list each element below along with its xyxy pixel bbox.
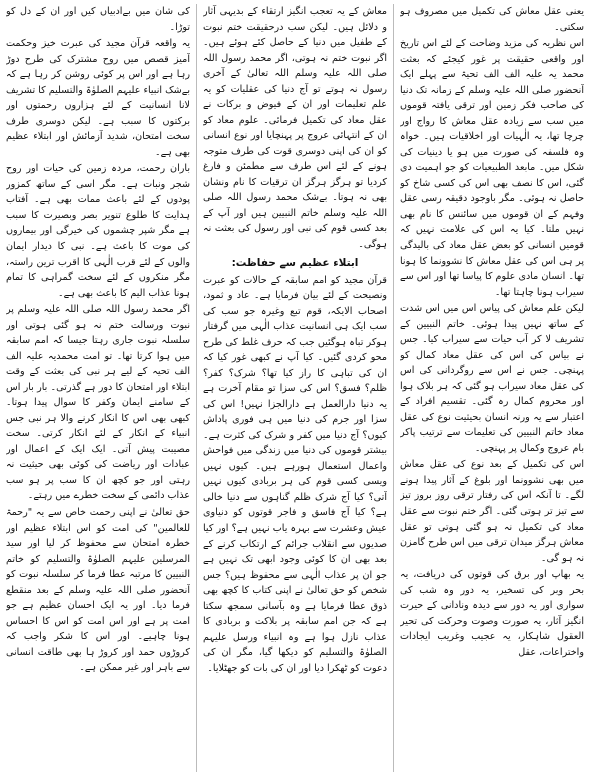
paragraph: کی شان میں بےادبیاں کیں اور ان کے دل کو توڑا۔ xyxy=(6,6,190,33)
column-left xyxy=(6,4,190,772)
paragraph: لیکن علم معاش کی پیاس اس میں اس شدت کے ساتھ نہیں پیدا ہوئی۔ خاتم النبیین کے تشریف لا کر آب حیات سے سیراب کیا۔ جس نے بیاس کی اس کی عقل معاد کمال کو پہنچی۔ جس نے اس سے روگردانی کی اس کی عقل معاد سیراب ہو گئی کہ ہر بلاک ہوا اور محروم کمال رہ گئی۔ تقسیم افراد کے اعتبار سے یہ ورنہ انسان بحیثیت نوع کی عقل معاد خاتم النبیین کی تعلیمات سے ترتیب پاکر بام عروج وکمال پر پہنچی۔ xyxy=(400,303,584,454)
column-right xyxy=(400,4,584,772)
paragraph: یہ واقعہ قرآن مجید کی عبرت خیز وحکمت آمیز قصص میں روح مشترک کی طرح دوڑ رہا ہے اور اس پر کوئی روشن کر رہا ہے کہ بےشک انبیاء علیہم الصلوٰۃ والتسلیم کا تشریف لانا انسانیت کے لئے ہزاروں رحمتوں اور برکتوں کا سبب ہے۔ لیکن دوسری طرف سخت امتحان، شدید آزمائش اور ابتلاء عظیم بھی ہے۔ xyxy=(6,38,190,158)
column-divider xyxy=(393,4,394,772)
column-middle xyxy=(203,4,387,772)
paragraph: یعنی عقل معاش کی تکمیل میں مصروف ہو سکتی۔ xyxy=(400,6,584,33)
paragraph: حق تعالیٰ نے اپنی رحمت خاص سے یہ "رحمۃ للعالمین" کی امت کو اس ابتلاء عظیم اور خطرہ امتحان سے محفوظ کر لیا اور سید المرسلین علیہم الصلوٰۃ والتسلیم کو خاتم النبیین کا مرتبہ عطا فرما کر سلسلہ نبوت کو آنحضور صلی اللہ علیہ وسلم کے بعد منقطع فرما دیا۔ اور یہ ایک احسان عظیم ہے جو امت پر ہے اور اس امت کو اس کا احساس ہونا چاہیے۔ اور اس کا شکر واجب کہ کروڑوں حمد اور کروڑ ہا بھی طاقت انسانی سے باہر اور غیر ممکن ہے۔ xyxy=(6,507,190,674)
paragraph: قرآن مجید کو امم سابقہ کے حالات کو عبرت ونصیحت کے لئے بیان فرمایا ہے۔ عاد و ثمود، اصحاب الایکہ، قوم تبع وغیرہ جو سب کی سب ایک ہی انسانیت عذاب الٰہی میں گرفتار ہوکر تباہ ہوگئیں جب کہ حرف غلط کی طرح محو کردی گئیں۔ کیا آپ نے کبھی غور کیا کہ ان کی تباہی کا راز کیا تھا؟ شرک؟ کفر؟ ظلم؟ فسق؟ اس کی سزا تو مقام آخرت ہے یہ دنیا دارالعمل ہے دارالجزا نہیں! اس کی سزا اور جرم کی دنیا میں ہی فوری پاداش کیوں؟ آج دنیا میں کفر و شرک کی کثرت ہے۔ بیشتر قوموں کی دنیا میں زندگی میں فواحش واعمال استعمال ہورہے ہیں۔ کیوں نہیں ویسی کسی قوم کی ہر بربادی کیوں نہیں آتی؟ کیا آج شرک ظلم گناہوں سے دنیا خالی ہے؟ کیا آج فاسق و فاجر قوتوں کو دنیاوی عیش وعشرت سے بہرہ یاب نہیں ہے؟ اور کیا صدیوں سے انقلاب جرائم کے ارتکاب کرنے کے بعد بھی ان کا کوئی وجود ابھی تک نہیں ہے جو ان پر عذاب الٰہی سے محفوظ ہیں؟ جس شخص کو حق تعالیٰ نے اپنی کتاب کا کچھ بھی ذوق عطا فرمایا ہے وہ بآسانی سمجھ سکتا ہے کہ جن امم سابقہ پر بلاکت و بربادی کا عذاب نازل ہوا ہے وہ انبیاء ورسل علیہم الصلوٰۃ والتسلیم کو دیکھا گیا، مگر ان کی دعوت کو ٹھکرا دیا اور ان کی بات کو جھٹلایا۔ xyxy=(203,274,387,674)
paragraph: باران رحمت، مردہ زمین کی حیات اور روح شجر ونبات ہے۔ مگر اسی کے ساتھ کمزور پودوں کے لئے باعث ممات بھی ہے۔ آفتاب ہدایت کا طلوع تنویر بصر وبصیرت کا سبب ہے مگر شپر چشموں کی خیرگی اور بیماروں کی موت کا باعث ہے۔ نبی کا دیدار ایمان والوں کے لئے قرب الٰہی کا اقرب ترین راستہ، مگر منکروں کے لئے سخت گمراہی کا تمام ہونا عذاب الیم کا باعث بھی ہے۔ xyxy=(6,163,190,299)
paragraph: اس نظریہ کی مزید وضاحت کے لئے اس تاریخ اور واقعی حقیقت پر غور کیجئے کہ بعثت محمد یہ علیہ الف الف تحیۃ سے پہلے ایک آنحضور صلی اللہ علیہ وسلم کے زمانہ تک دنیا کی صاحب فکر زمین اور ترقی یافتہ قوموں میں سب سے زیادہ عقل معاش کا رواج اور چرچا تھا، یہ الٰہیات اور اخلاقیات ہیں۔ خواہ وہ فلسفہ کی صورت میں ہو یا دینیات کی شکل میں۔ مابعد الطبیعیات کو جو اہمیت دی گئی، اس کا نصف بھی اس کی کسی شاخ کو حاصل نہ ہوئی۔ مگر باوجود دقیقہ رسی عقل وفہم کے ان قوموں میں سائنس کا نام بھی نہیں ملتا۔ کیا یہ اس کی علامت نہیں کہ قومیں انسانی کو بعض عقل معاد کی بالیدگی پر ہی اس کی عقل معاش کا نشوونما کا ہونا تھا۔ انسان مادی علوم کا پیاسا تھا اور اس سے سیراب ہونا چاہتا تھا۔ xyxy=(400,38,584,298)
paragraph: اس کی تکمیل کے بعد نوع کی عقل معاش میں بھی نشوونما اور بلوغ کے آثار پیدا ہونے لگے۔ تا آنکہ اس کی رفتار ترقی روز بروز تیز سے تیز تر ہوتی گئی۔ اگر ختم نبوت سے عقل معاد کی تکمیل نہ ہو گئی ہوتی تو عقل معاش ہرگز میدان ترقی میں اس طرح گامزن نہ ہو گی۔ xyxy=(400,459,584,564)
column-divider xyxy=(196,4,197,772)
paragraph: معاش کے یہ تعجب انگیز ارتقاء کے بدیہی آثار و دلائل ہیں۔ لیکن سب درحقیقت ختم نبوت کے طفیل میں دنیا کے حاصل کئے ہوئے ہیں۔ اگر نبوت ختم نہ ہوتی، اگر محمد رسول اللہ صلی اللہ علیہ وسلم اللہ تعالیٰ کے آخری رسول نہ ہوتے تو آج دنیا کی عقلیات کو یہ علم تعلیمات اور ان کے فیوض و برکات نے عقل معاد کی تکمیل فرمائی۔ علوم معاد کو ان کے انتہائی عروج پر پہنچایا اور نوع انسانی کو ان کی اپنی دوسری قوت کی طرف متوجہ ہونے کے لئے اس طرف سے مطمئن و فارغ کردیا تو ہرگز ہرگز ان ترقیات کا نام ونشان بھی نہ ہوتا۔ بےشک محمد رسول اللہ صلی اللہ علیہ وسلم خاتم النبیین ہیں اور آپ کے بعد کسی قوم کی نبی اور رسول کی بعثت نہ ہوگی۔ xyxy=(203,6,387,250)
paragraph: یہ بھاپ اور برق کی قوتوں کی دریافت، یہ بحر وبر کی تسخیر، یہ دور وہ شب کی سواری اور یہ دور سے دیدہ ونادانی کے حیرت انگیز آثار، یہ صورت وصوت وحرکت کی تحیر العقول شاہکار، یہ عجیب وغریب ایجادات واختراعات، عقل xyxy=(400,569,584,658)
section-heading: ابتلاء عظیم سے حفاظت: xyxy=(231,256,359,269)
paragraph: اگر محمد رسول اللہ صلی اللہ علیہ وسلم پر نبوت ورسالت ختم نہ ہو گئی ہوتی اور سلسلہ نبوت جاری رہتا جیسا کہ امم سابقہ میں ہوا کرتا تھا۔ تو امت محمدیہ علیہ الف الف تحیہ کے لیے ہر نبی کی بعثت کے وقت ابتلاء اور امتحان کا دور ہے گذرتی۔ بار بار اس کے سامنے ایمان وکفر کا سوال پیدا ہوتا۔ کبھی بھی اس کا انکار کرنے والا ہر نبی جس انبیاء کے انکار کے لئے انکار کرتی۔ سخت مصیبت پیش آتی۔ ایک ایک کے اعمال اور عبادات اور ریاضت کی کوئی بھی حیثیت نہ رہتی اور جو کچھ ان کا سب پر ہو سب عذاب دائمی کے سخت خطرے میں رہتے۔ xyxy=(6,304,190,502)
